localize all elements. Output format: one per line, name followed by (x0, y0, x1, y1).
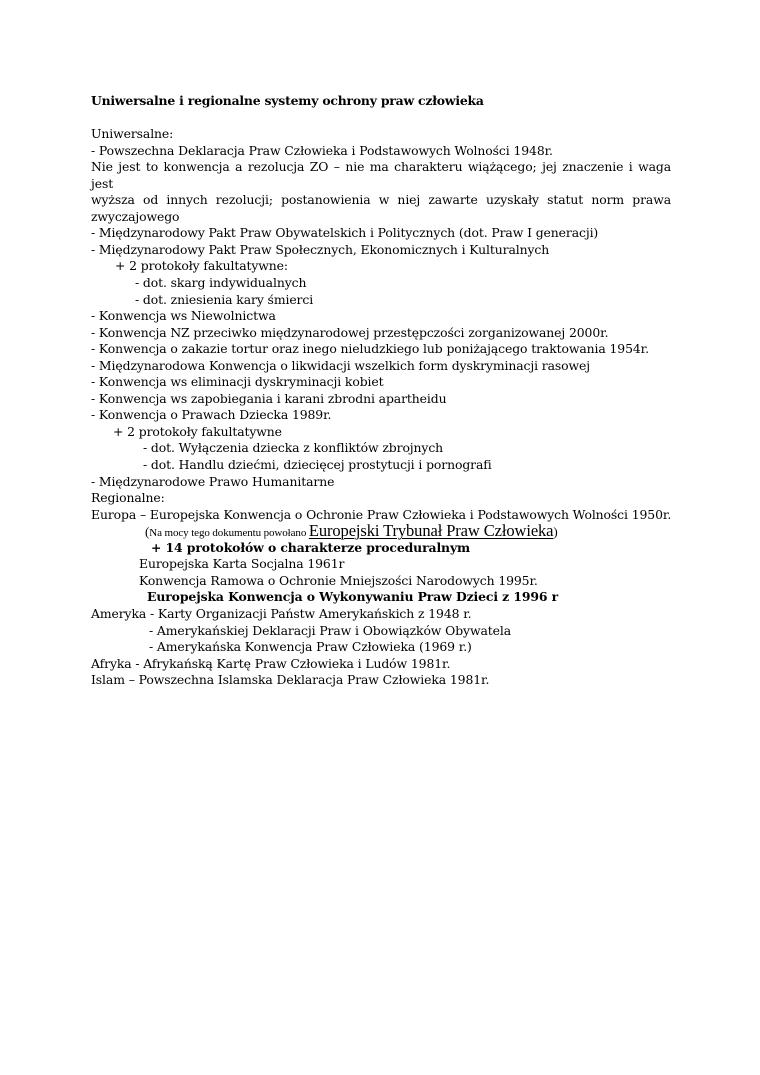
icescr-protocol-1: - dot. skarg indywidualnych (135, 275, 307, 291)
list-item-iccpr: - Międzynarodowy Pakt Praw Obywatelskich i Politycznych (dot. Praw I generacji) (91, 225, 599, 241)
regional-heading: Regionalne: (91, 490, 165, 506)
europe-minorities-convention: Konwencja Ramowa o Ochronie Mniejszości Narodowych 1995r. (139, 572, 538, 588)
universal-heading: Uniwersalne: (91, 126, 174, 142)
court-open-paren: ( (145, 524, 150, 540)
list-item-slavery: - Konwencja ws Niewolnictwa (91, 308, 276, 324)
list-item-humanitarian-law: - Międzynarodowe Prawo Humanitarne (91, 473, 335, 489)
udhr-note-line-3: zwyczajowego (91, 208, 180, 224)
court-note: Na mocy tego dokumentu powołano (149, 527, 309, 540)
list-item-organized-crime: - Konwencja NZ przeciwko międzynarodowej przestępczości zorganizowanej 2000r. (91, 324, 609, 340)
udhr-note-line-2: wyższa od innych rezolucji; postanowienia w niej zawarte uzyskały statut norm prawa (91, 192, 671, 208)
court-name: Europejski Trybunał Praw Człowieka (308, 521, 554, 541)
region-america: Ameryka - Karty Organizacji Państw Amerykańskich z 1948 r. (91, 605, 472, 621)
list-item-women-discrimination: - Konwencja ws eliminacji dyskryminacji kobiet (91, 374, 384, 390)
blank-line (91, 110, 671, 127)
region-africa: Afryka - Afrykańską Kartę Praw Człowieka i Ludów 1981r. (91, 655, 451, 671)
document-title: Uniwersalne i regionalne systemy ochrony praw człowieka (91, 93, 484, 108)
europe-children-rights-convention: Europejska Konwencja o Wykonywaniu Praw Dzieci z 1996 r (147, 589, 559, 605)
list-item-apartheid: - Konwencja ws zapobiegania i karani zbrodni apartheidu (91, 390, 447, 406)
list-item-racial-discrimination: - Międzynarodowa Konwencja o likwidacji wszelkich form dyskryminacji rasowej (91, 357, 591, 373)
court-close-paren: ) (553, 524, 558, 540)
region-europe: Europa – Europejska Konwencja o Ochronie Praw Człowieka i Podstawowych Wolności 1950r. (91, 506, 672, 522)
list-item-child-rights: - Konwencja o Prawach Dziecka 1989r. (91, 407, 332, 423)
child-protocol-2: - dot. Handlu dziećmi, dziecięcej prostytucji i pornografi (143, 457, 492, 473)
europe-protocols-14: + 14 protokołów o charakterze proceduralnym (151, 539, 471, 555)
icescr-protocols-heading: + 2 protokoły fakultatywne: (115, 258, 288, 274)
list-item-udhr: - Powszechna Deklaracja Praw Człowieka i Podstawowych Wolności 1948r. (91, 142, 553, 158)
america-convention: - Amerykańska Konwencja Praw Człowieka (1969 r.) (149, 639, 472, 655)
child-protocol-1: - dot. Wyłączenia dziecka z konfliktów zbrojnych (143, 440, 444, 456)
document-body (91, 93, 671, 689)
list-item-icescr: - Międzynarodowy Pakt Praw Społecznych, Ekonomicznych i Kulturalnych (91, 241, 550, 257)
icescr-protocol-2: - dot. zniesienia kary śmierci (135, 291, 314, 307)
list-item-torture: - Konwencja o zakazie tortur oraz inego nieludzkiego lub poniżającego traktowania 1954r. (91, 341, 649, 357)
child-protocols-heading: + 2 protokoły fakultatywne (113, 423, 282, 439)
region-islam: Islam – Powszechna Islamska Deklaracja Praw Człowieka 1981r. (91, 672, 490, 688)
court-note-line (91, 523, 671, 540)
udhr-note-line-1: Nie jest to konwencja a rezolucja ZO – nie ma charakteru wiążącego; jej znaczenie i waga jest (91, 159, 671, 191)
europe-social-charter: Europejska Karta Socjalna 1961r (139, 556, 345, 572)
america-declaration: - Amerykańskiej Deklaracji Praw i Obowiązków Obywatela (149, 622, 511, 638)
